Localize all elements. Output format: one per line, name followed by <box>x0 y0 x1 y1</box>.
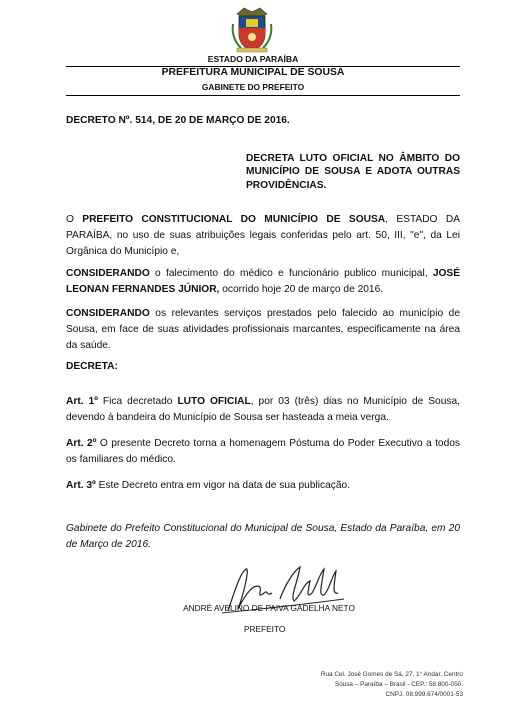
coat-of-arms-icon <box>229 4 275 54</box>
preamble-intro: O PREFEITO CONSTITUCIONAL DO MUNICÍPIO DE SOUSA, ESTADO DA PARAÍBA, no uso de suas atribuições legais conferidas pelo art. 50, III, "e", da Lei Orgânica do Município e, <box>66 214 460 257</box>
signatory-role: PREFEITO <box>244 624 286 634</box>
deceased-name: JOSÉ LEONAN FERNANDES JÚNIOR, <box>66 268 460 295</box>
article-2: Art. 2º O presente Decreto torna a homenagem Póstuma do Poder Executivo a todos os familiares do médico. <box>66 438 461 465</box>
considerando-2: CONSIDERANDO os relevantes serviços prestados pelo falecido ao município de Sousa, em face de suas atividades profissionais marcantes, especificamente na área da saúde. <box>66 308 460 351</box>
header-state: ESTADO DA PARAÍBA <box>207 54 299 64</box>
signature-icon <box>220 553 350 625</box>
header-prefecture: PREFEITURA MUNICIPAL DE SOUSA <box>161 67 345 78</box>
header-divider <box>66 95 460 96</box>
footer-address: Rua Cel. José Gomes de Sá, 27, 1° Andar, Centro Sousa – Paraíba – Brasil - CEP.: 58.800-050. CNPJ. 08.999.674/0001-53 <box>320 671 463 698</box>
decree-title: DECRETO Nº. 514, DE 20 DE MARÇO DE 2016. <box>66 115 290 126</box>
article-1: Art. 1º Fica decretado LUTO OFICIAL, por 03 (três) dias no Município de Sousa, devendo à bandeira do Município de Sousa ser hasteada a meia verga. <box>66 396 460 423</box>
considerando-1: CONSIDERANDO o falecimento do médico e funcionário publico municipal, JOSÉ LEONAN FERNANDES JÚNIOR, ocorrido hoje 20 de março de 2016. <box>66 268 460 295</box>
prefect-title: PREFEITO CONSTITUCIONAL DO MUNICÍPIO DE SOUSA <box>82 214 386 225</box>
decreta-heading: DECRETA: <box>66 361 118 372</box>
decree-ementa: DECRETA LUTO OFICIAL NO ÂMBITO DO MUNICÍPIO DE SOUSA E ADOTA OUTRAS PROVIDÊNCIAS. <box>246 153 460 191</box>
signatory-name: ANDRÉ AVELINO DE PAIVA GADELHA NETO <box>183 603 355 613</box>
article-3: Art. 3º Este Decreto entra em vigor na data de sua publicação. <box>66 480 351 491</box>
header-office: GABINETE DO PREFEITO <box>201 82 305 92</box>
closing-statement: Gabinete do Prefeito Constitucional do Municipal de Sousa, Estado da Paraíba, em 20 de Março de 2016. <box>66 523 460 550</box>
